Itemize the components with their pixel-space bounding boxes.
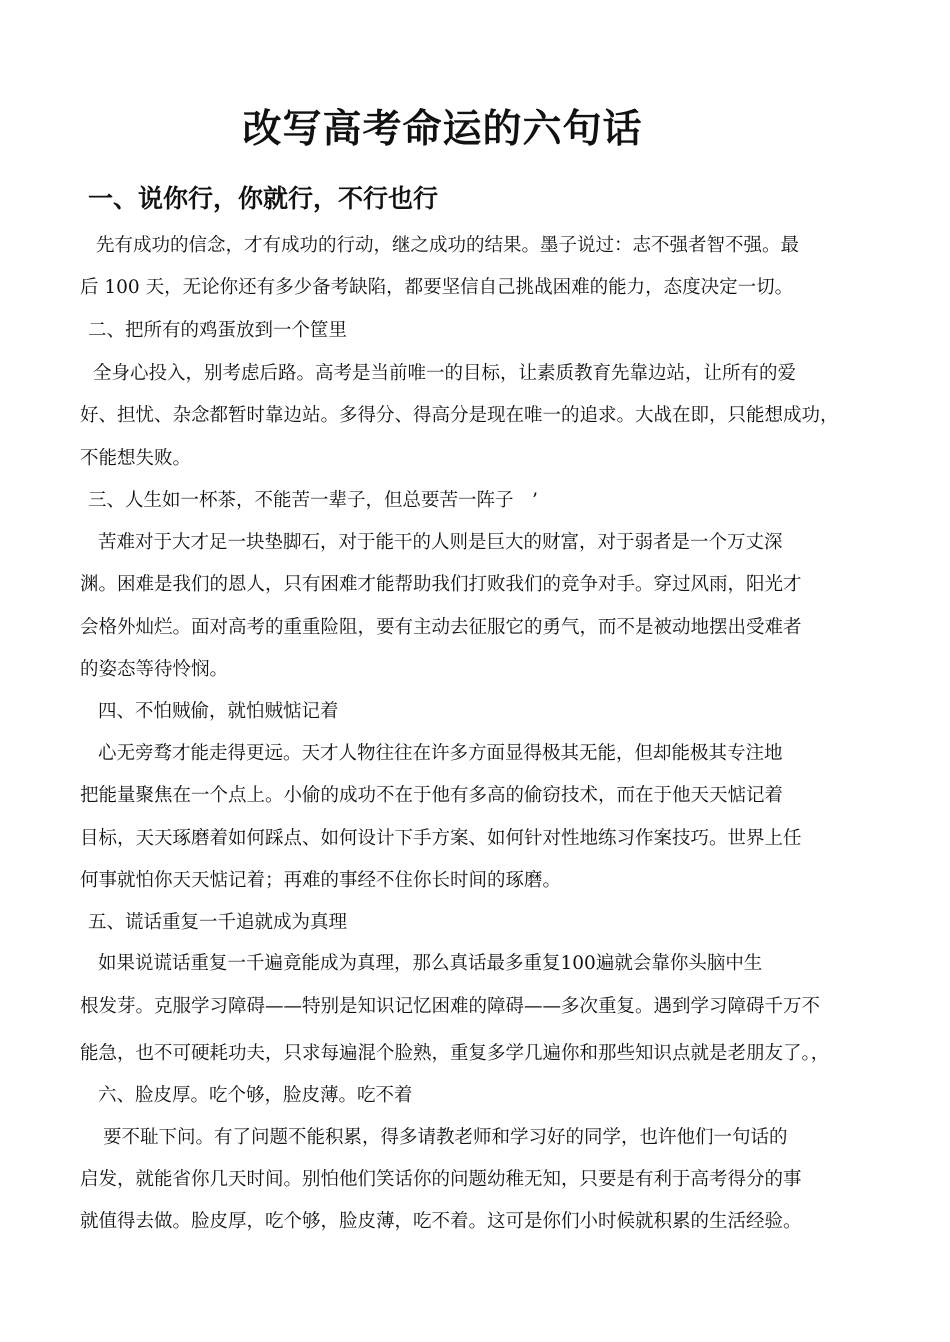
paragraph-line: 苦难对于大才足一块垫脚石，对于能干的人则是巨大的财富，对于弱者是一个万丈深 [98, 532, 783, 553]
section-6-heading: 六、脸皮厚。吃个够，脸皮薄。吃不着 [98, 1085, 413, 1106]
paragraph-line: 全身心投入，别考虑后路。高考是当前唯一的目标，让素质教育先靠边站，让所有的爱 [93, 363, 797, 384]
section-1-heading: 一、说你行，你就行，不行也行 [88, 184, 439, 213]
section-3-heading: 三、人生如一杯茶，不能苦一辈子，但总要苦一阵子 ’ [88, 490, 538, 511]
paragraph-line: 后 100 天，无论你还有多少备考缺陷，都要坚信自己挑战困难的能力，态度决定一切。 [80, 277, 794, 298]
section-5-heading: 五、谎话重复一千追就成为真理 [88, 912, 348, 933]
paragraph-line: 会格外灿烂。面对高考的重重险阻，要有主动去征服它的勇气，而不是被动地摆出受难者 [80, 617, 802, 638]
paragraph-line: 心无旁骛才能走得更远。天才人物往往在许多方面显得极其无能，但却能极其专注地 [98, 743, 783, 764]
paragraph-line: 先有成功的信念，才有成功的行动，继之成功的结果。墨子说过：志不强者智不强。最 [96, 235, 800, 256]
paragraph-line: 能急，也不可硬耗功夫，只求每遍混个脸熟，重复多学几遍你和那些知识点就是老朋友了。， [80, 1043, 830, 1064]
paragraph-line: 渊。困难是我们的恩人，只有困难才能帮助我们打败我们的竞争对手。穿过风雨，阳光才 [80, 574, 802, 595]
section-4-heading: 四、不怕贼偷，就怕贼惦记着 [98, 701, 339, 722]
paragraph-line: 如果说谎话重复一千遍竟能成为真理，那么真话最多重复100遍就会靠你头脑中生 [98, 953, 763, 974]
paragraph-line: 何事就怕你天天惦记着；再难的事经不住你长时间的琢磨。 [80, 870, 562, 891]
paragraph-line: 启发，就能省你几天时间。别怕他们笑话你的问题幼稚无知，只要是有利于高考得分的事 [80, 1169, 802, 1190]
paragraph-line: 就值得去做。脸皮厚，吃个够，脸皮薄，吃不着。这可是你们小时候就积累的生活经验。 [80, 1211, 802, 1232]
section-2-heading: 二、把所有的鸡蛋放到一个筐里 [88, 320, 348, 341]
paragraph-line: 的姿态等待怜悯。 [80, 659, 229, 680]
document-title: 改写高考命运的六句话 [242, 107, 643, 152]
paragraph-line: 根发芽。克服学习障碍——特别是知识记忆困难的障碍——多次重复。遇到学习障碍千万不 [80, 996, 821, 1017]
paragraph-line: 不能想失败。 [80, 448, 192, 469]
paragraph-line: 把能量聚焦在一个点上。小偷的成功不在于他有多高的偷窃技术，而在于他天天惦记着 [80, 785, 784, 806]
paragraph-line: 要不耻下问。有了问题不能积累，得多请教老师和学习好的同学，也许他们一句话的 [103, 1127, 788, 1148]
paragraph-line: 好、担忧、杂念都暂时靠边站。多得分、得高分是现在唯一的追求。大战在即，只能想成功， [80, 405, 839, 426]
paragraph-line: 目标，天天琢磨着如何踩点、如何设计下手方案、如何针对性地练习作案技巧。世界上任 [80, 828, 802, 849]
